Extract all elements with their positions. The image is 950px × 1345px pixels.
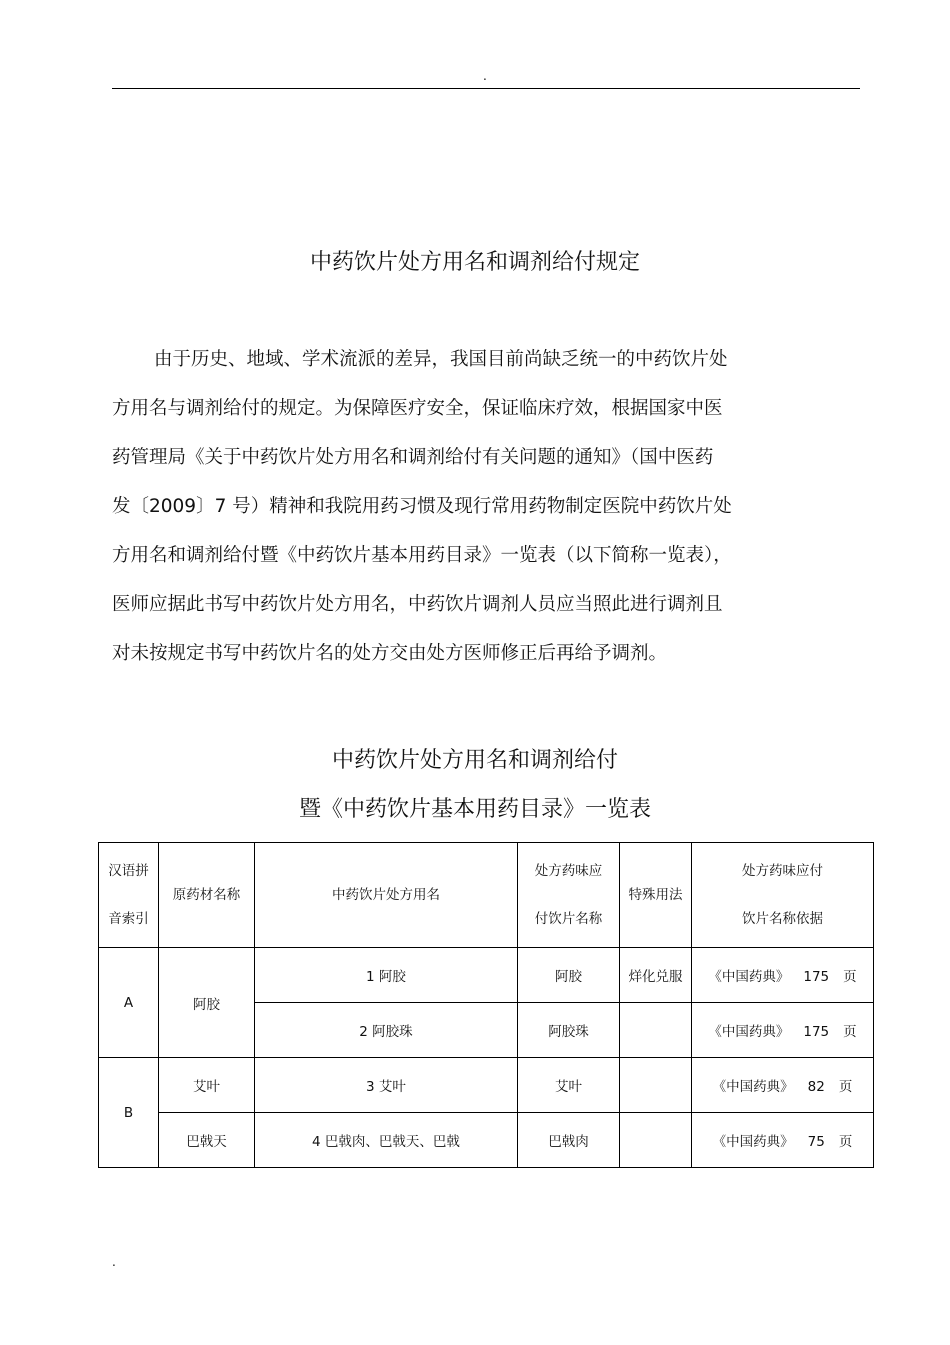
prescription-name-cell: 4 巴戟肉、巴戟天、巴戟 [255,1113,518,1168]
dispensed-name-cell: 阿胶 [518,948,620,1003]
header-pinyin-index [99,843,159,948]
pinyin-index-cell: A [99,948,159,1058]
basis-page: 75 [807,1134,825,1150]
table-header-row [99,843,874,948]
paragraph-line: 发〔2009〕7 号）精神和我院用药习惯及现行常用药物制定医院中药饮片处 [112,496,732,517]
basis-cell [692,1058,874,1113]
header-raw-material: 原药材名称 [159,843,255,948]
prescription-name-cell: 3 艾叶 [255,1058,518,1113]
pinyin-index-cell: B [99,1058,159,1168]
header-text: 音索引 [108,911,149,927]
basis-page-unit: 页 [838,1134,853,1150]
raw-material-cell: 艾叶 [159,1058,255,1113]
basis-source: 《中国药典》 [712,1134,794,1150]
table-row [99,1058,874,1113]
header-dispensed-name [518,843,620,948]
paragraph-line: 方用名与调剂给付的规定。为保障医疗安全，保证临床疗效，根据国家中医 [112,398,723,419]
header-rule [112,88,860,89]
document-title: 中药饮片处方用名和调剂给付规定 [309,250,640,275]
prescription-name-cell: 1 阿胶 [255,948,518,1003]
prescription-name-cell: 2 阿胶珠 [255,1003,518,1058]
header-prescription-name: 中药饮片处方用名 [255,843,518,948]
special-usage-cell: 烊化兑服 [620,948,692,1003]
special-usage-cell [620,1003,692,1058]
basis-cell [692,1113,874,1168]
table-title-line-2: 暨《中药饮片基本用药目录》一览表 [298,797,651,822]
dispensed-name-cell: 阿胶珠 [518,1003,620,1058]
basis-cell [692,1003,874,1058]
header-text: 饮片名称依据 [742,911,823,927]
basis-page: 175 [803,1024,830,1040]
footer-mark: . [112,1255,116,1269]
intro-paragraph [112,344,832,687]
table-title-line-1: 中药饮片处方用名和调剂给付 [331,748,618,773]
basis-source: 《中国药典》 [708,1024,790,1040]
header-basis [692,843,874,948]
table-row [99,948,874,1003]
special-usage-cell [620,1113,692,1168]
header-text: 处方药味应付 [742,863,823,879]
basis-page: 175 [803,969,830,985]
header-text: 付饮片名称 [534,911,603,927]
paragraph-line: 医师应据此书写中药饮片处方用名，中药饮片调剂人员应当照此进行调剂且 [112,594,723,615]
header-text: 处方药味应 [534,863,603,879]
dispensed-name-cell: 艾叶 [518,1058,620,1113]
paragraph-line: 由于历史、地域、学术流派的差异，我国目前尚缺乏统一的中药饮片处 [154,349,728,370]
paragraph-line: 药管理局《关于中药饮片处方用名和调剂给付有关问题的通知》（国中医药 [112,447,714,468]
basis-source: 《中国药典》 [708,969,790,985]
paragraph-line: 方用名和调剂给付暨《中药饮片基本用药目录》一览表（以下简称一览表）， [112,545,732,566]
basis-source: 《中国药典》 [712,1079,794,1095]
table-row [99,1113,874,1168]
header-mark: . [483,69,487,83]
basis-page-unit: 页 [838,1079,853,1095]
basis-cell [692,948,874,1003]
basis-page-unit: 页 [843,1024,857,1040]
raw-material-cell: 巴戟天 [159,1113,255,1168]
dispensed-name-cell: 巴戟肉 [518,1113,620,1168]
basis-page-unit: 页 [843,969,857,985]
paragraph-line: 对未按规定书写中药饮片名的处方交由处方医师修正后再给予调剂。 [112,643,668,664]
header-special-usage: 特殊用法 [620,843,692,948]
raw-material-cell: 阿胶 [159,948,255,1058]
special-usage-cell [620,1058,692,1113]
header-text: 汉语拼 [108,863,149,879]
basis-page: 82 [807,1079,825,1095]
catalog-table [98,842,874,1168]
